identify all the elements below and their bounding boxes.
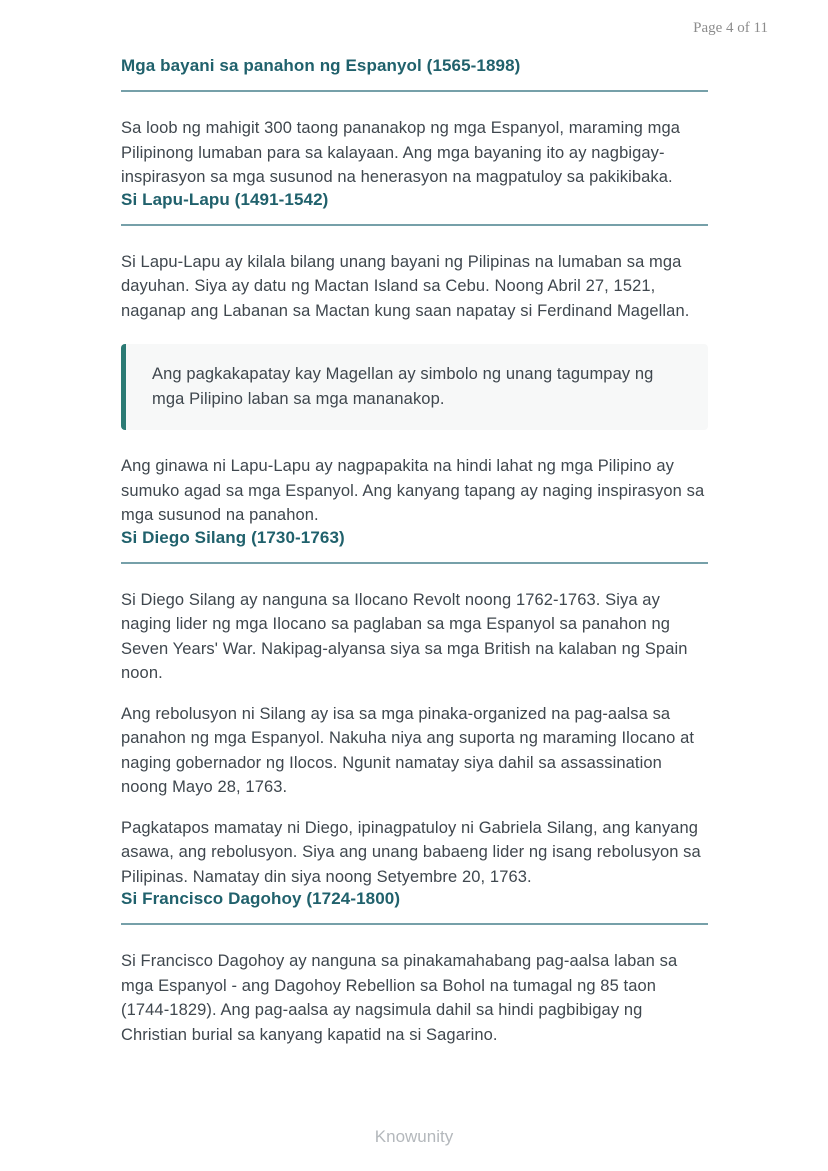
paragraph: Sa loob ng mahigit 300 taong pananakop ng mga Espanyol, maraming mga Pilipinong lumaban para sa kalayaan. Ang mga bayaning ito ay nagbigay-inspirasyon sa mga susunod na henerasyon na magpatuloy sa pakikibaka. [121,119,680,186]
section-heading: Si Diego Silang (1730-1763) [121,528,708,564]
footer-brand: Knowunity [374,1127,454,1146]
section-espanyol-era [121,56,708,190]
paragraph: Ang rebolusyon ni Silang ay isa sa mga pinaka-organized na pag-aalsa sa panahon ng mga Espanyol. Nakuha niya ang suporta ng maraming Ilocano at naging gobernador ng Ilocos. Ngunit namatay siya dahil sa assassination noong Mayo 28, 1763. [121,704,695,796]
paragraph: Ang ginawa ni Lapu-Lapu ay nagpapakita na hindi lahat ng mga Pilipino ay sumuko agad sa mga Espanyol. Ang kanyang tapang ay naging inspirasyon sa mga susunod na panahon. [121,457,705,524]
paragraph: Si Diego Silang ay nanguna sa Ilocano Revolt noong 1762-1763. Siya ay naging lider ng mga Ilocano sa paglaban sa mga Espanyol sa panahon ng Seven Years' War. Nakipag-alyansa siya sa mga British na kalaban ng Spain noon. [121,590,688,682]
section-lapu-lapu [121,190,708,528]
section-heading: Si Francisco Dagohoy (1724-1800) [121,889,708,925]
callout-quote: Ang pagkakapatay kay Magellan ay simbolo ng unang tagumpay ng mga Pilipino laban sa mga mananakop. [121,344,708,430]
section-francisco-dagohoy [121,889,708,1047]
page-content [121,0,708,1047]
section-heading: Mga bayani sa panahon ng Espanyol (1565-1898) [121,56,708,92]
page-number: Page 4 of 11 [693,20,768,36]
section-heading: Si Lapu-Lapu (1491-1542) [121,190,708,226]
section-diego-silang [121,528,708,890]
paragraph: Si Francisco Dagohoy ay nanguna sa pinakamahabang pag-aalsa laban sa mga Espanyol - ang Dagohoy Rebellion sa Bohol na tumagal ng 85 taon (1744-1829). Ang pag-aalsa ay nagsimula dahil sa hindi pagbibigay ng Christian burial sa kanyang kapatid na si Sagarino. [121,952,678,1044]
paragraph: Si Lapu-Lapu ay kilala bilang unang bayani ng Pilipinas na lumaban sa mga dayuhan. Siya ay datu ng Mactan Island sa Cebu. Noong Abril 27, 1521, naganap ang Labanan sa Mactan kung saan napatay si Ferdinand Magellan. [121,252,690,320]
paragraph: Pagkatapos mamatay ni Diego, ipinagpatuloy ni Gabriela Silang, ang kanyang asawa, ang rebolusyon. Siya ang unang babaeng lider ng isang rebolusyon sa Pilipinas. Namatay din siya noong Setyembre 20, 1763. [121,818,701,886]
